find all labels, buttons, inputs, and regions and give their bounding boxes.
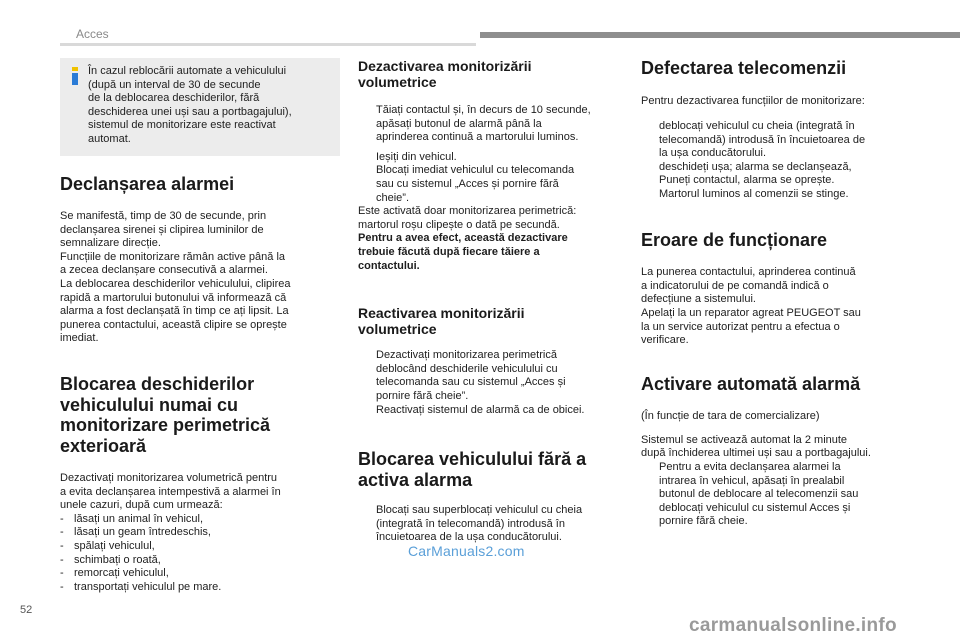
heading-alarm-trigger: Declanșarea alarmei <box>60 173 235 194</box>
remote-failure-steps <box>641 120 909 202</box>
info-icon <box>68 67 82 85</box>
volumetric-off-note: Este activată doar monitorizarea perimetrică: martorul roșu clipește o dată pe secundă. <box>358 205 577 231</box>
volumetric-off-steps <box>358 151 620 205</box>
list-item: - lăsați un animal în vehicul, <box>60 512 204 525</box>
header-rule-right <box>480 32 960 38</box>
info-box <box>60 58 340 156</box>
heading-auto-arming: Activare automată alarmă <box>641 373 861 394</box>
watermark-carmanuals[interactable]: CarManuals2.com <box>408 543 525 559</box>
volumetric-off-warning: Pentru a avea efect, această dezactivare trebuie făcută după fiecare tăiere a contactului. <box>358 232 568 272</box>
list-item: Blocați sau superblocați vehiculul cu cheia (integrată în telecomandă) introdusă în încuietoarea de la ușa conducătorului. <box>376 504 583 544</box>
auto-arming-note: (În funcție de tara de comercializare) <box>641 410 820 423</box>
list-item: - transportați vehiculul pe mare. <box>60 580 222 593</box>
heading-lock-no-alarm: Blocarea vehiculului fără a activa alarma <box>358 449 587 490</box>
heading-perimeter-lock: Blocarea deschiderilor vehiculului numai cu monitorizare perimetrică exterioară <box>60 374 271 456</box>
lock-no-alarm-steps <box>358 504 620 545</box>
alarm-trigger-text: Se manifestă, timp de 30 de secunde, prin declanșarea sirenei și clipirea luminilor de semnalizare direcție. Funcțiile de monitorizare rămân active până la a zecea declanșare consecutivă a alarmei. La deblocarea deschiderilor vehiculului, clipirea rapidă a martorului butonului vă informează că alarma a fost declanșată în timp ce ați lipsit. La punerea contactului, această clipire se oprește imediat. <box>60 210 291 345</box>
heading-volumetric-on: Reactivarea monitorizării volumetrice <box>358 305 525 338</box>
list-item: Blocați imediat vehiculul cu telecomanda sau cu sistemul „Acces și pornire fără cheie”. <box>376 164 575 204</box>
dash-marker: - <box>60 539 64 552</box>
dash-marker: - <box>60 526 64 539</box>
column-3 <box>641 58 909 529</box>
list-item: deschideți ușa; alarma se declanșează, <box>659 160 852 173</box>
list-item: - spălați vehiculul, <box>60 539 155 552</box>
list-item: Puneți contactul, alarma se oprește. Martorul luminos al comenzii se stinge. <box>659 174 849 201</box>
section-title: Acces <box>76 27 109 41</box>
heading-volumetric-off: Dezactivarea monitorizării volumetrice <box>358 58 532 90</box>
watermark-manualsonline[interactable]: carmanualsonline.info <box>689 615 897 636</box>
list-item: Reactivați sistemul de alarmă ca de obicei. <box>376 403 585 416</box>
column-1 <box>60 58 340 594</box>
volumetric-on-steps <box>358 349 620 417</box>
list-item: - lăsați un geam întredeschis, <box>60 526 211 539</box>
dash-marker: - <box>60 512 64 525</box>
info-text: În cazul reblocării automate a vehiculului (după un interval de 30 de secunde de la deblocarea deschiderilor, fără deschiderea unei uși sau a portbagajului), sistemul de monitorizare este reactivat automat. <box>88 65 292 145</box>
column-2 <box>358 58 620 545</box>
page-number: 52 <box>20 604 33 616</box>
list-item: Tăiați contactul și, în decurs de 10 secunde, apăsați butonul de alarmă până la aprinderea continuă a martorului luminos. <box>376 104 591 144</box>
list-item: Ieșiți din vehicul. <box>376 150 457 163</box>
volumetric-off-step-1 <box>358 104 620 145</box>
dash-marker: - <box>60 580 64 593</box>
list-item: Dezactivați monitorizarea perimetrică deblocând deschiderile vehiculului cu telecomanda sau cu sistemul „Acces și pornire fără cheie”. <box>376 349 566 402</box>
list-item: - schimbați o roată, <box>60 553 161 566</box>
perimeter-lock-list <box>60 513 340 595</box>
list-item: deblocați vehiculul cu cheia (integrată în telecomandă) introdusă în încuietoarea de la ușa conducătorului. <box>659 120 866 160</box>
list-item: - remorcați vehiculul, <box>60 567 169 580</box>
header-rule-left <box>60 43 476 46</box>
list-item: Pentru a evita declanșarea alarmei la intrarea în vehicul, apăsați în prealabil butonul de deblocare al telecomenzii sau deblocați vehiculul cu sistemul Acces și pornire fără cheie. <box>659 461 859 528</box>
heading-malfunction: Eroare de funcționare <box>641 229 828 250</box>
auto-arming-text: Sistemul se activează automat la 2 minute după închiderea ultimei uși sau a portbagajului. <box>641 433 871 460</box>
malfunction-text: La punerea contactului, aprinderea continuă a indicatorului de pe comandă indică o defecțiune a sistemului. Apelați la un reparator agreat PEUGEOT sau la un service autorizat pentru a efectua o verificare. <box>641 266 861 347</box>
remote-failure-intro: Pentru dezactivarea funcțiilor de monitorizare: <box>641 94 865 107</box>
perimeter-lock-intro: Dezactivați monitorizarea volumetrică pentru a evita declanșarea intempestivă a alarmei în unele cazuri, după cum urmează: <box>60 472 281 512</box>
auto-arming-steps <box>641 461 909 529</box>
dash-marker: - <box>60 553 64 566</box>
dash-marker: - <box>60 567 64 580</box>
heading-remote-failure: Defectarea telecomenzii <box>641 58 847 78</box>
